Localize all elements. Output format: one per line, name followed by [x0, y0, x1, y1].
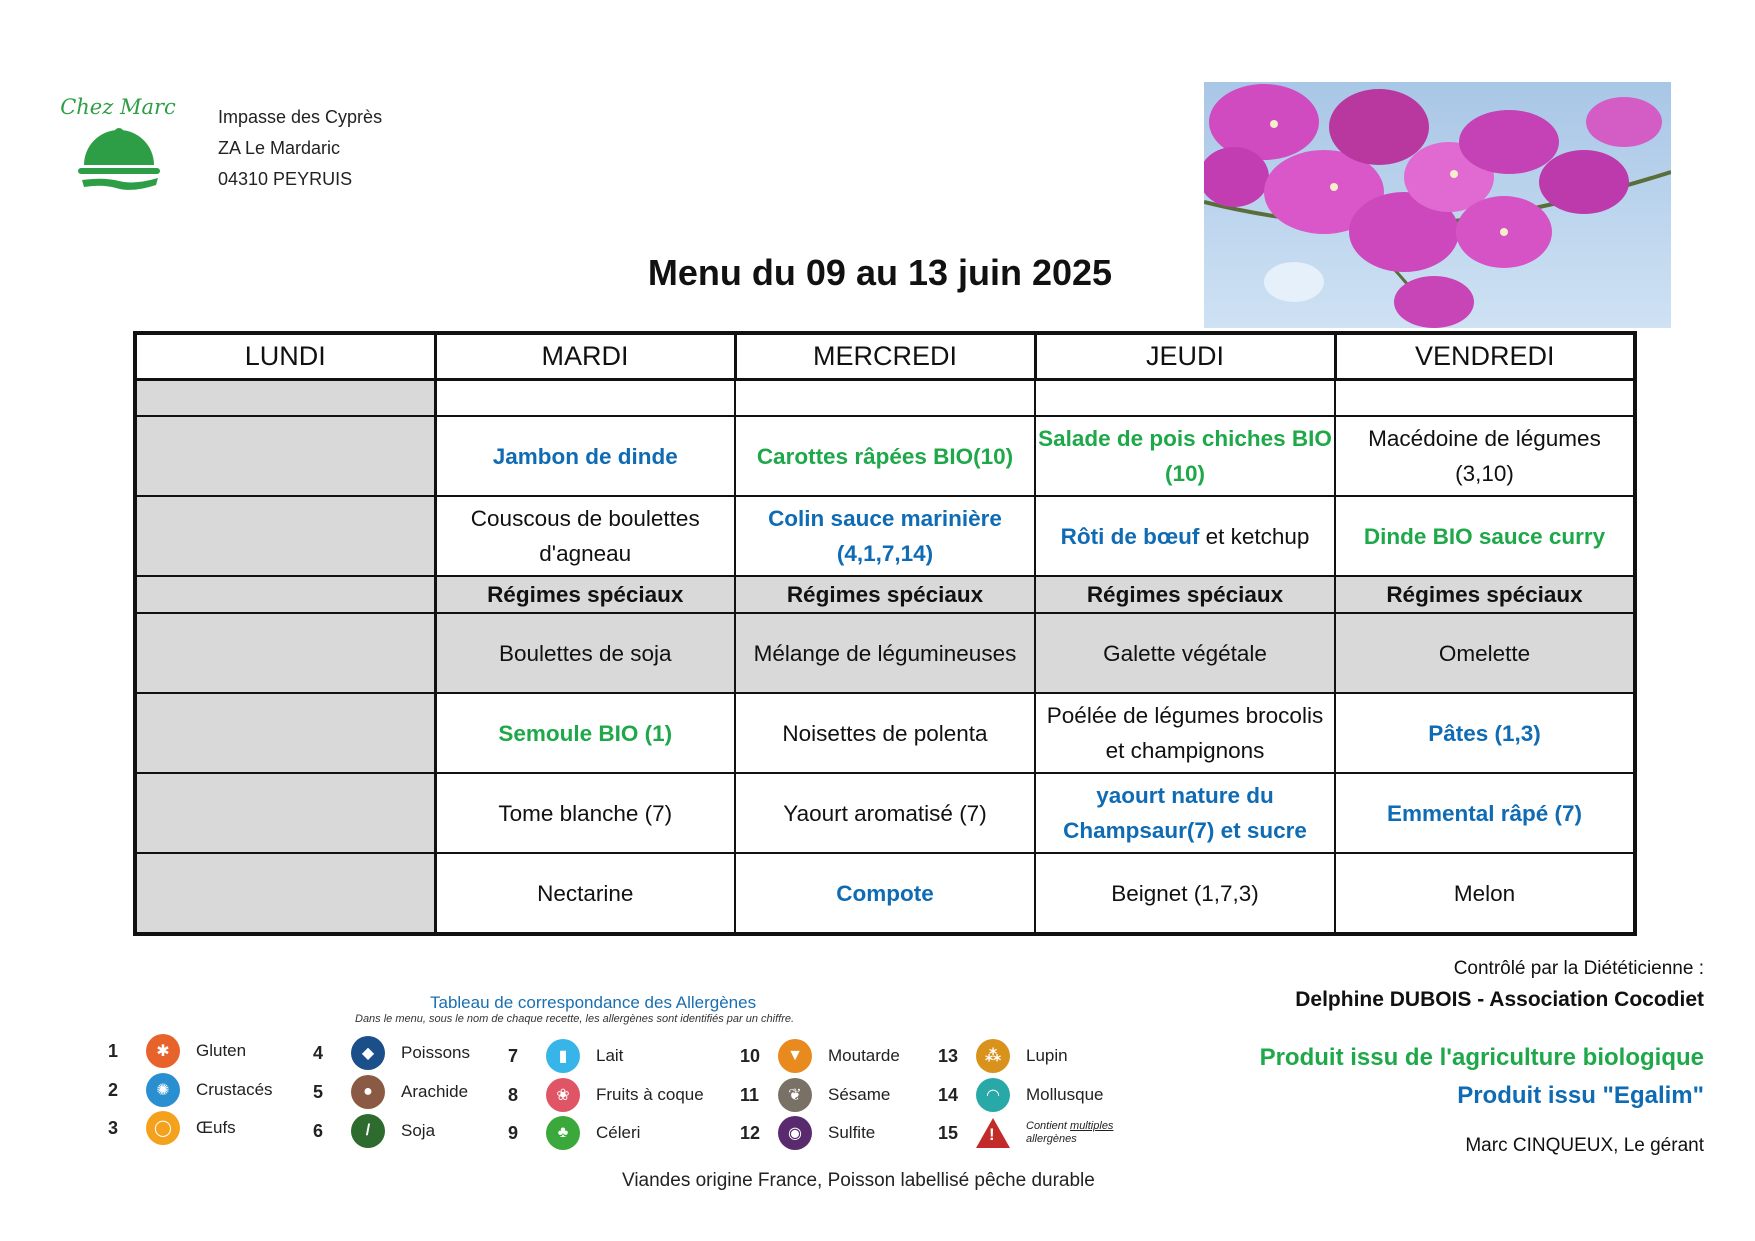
- day-header-mardi: MARDI: [435, 333, 735, 380]
- allergen-label: Sésame: [828, 1085, 891, 1104]
- allergen-number: 12: [740, 1122, 761, 1143]
- table-row-laitage: [135, 773, 1635, 853]
- allergen-number: 2: [108, 1079, 119, 1100]
- allergen-2: [108, 1073, 273, 1107]
- bougainvillea-photo: [1204, 82, 1671, 328]
- cloche-icon: [74, 125, 164, 195]
- crab-icon: ✺: [146, 1073, 180, 1107]
- allergen-14: [938, 1078, 1104, 1112]
- day-header-lundi: LUNDI: [135, 333, 435, 380]
- cell-lundi: [135, 496, 435, 576]
- peanut-icon: ●: [351, 1075, 385, 1109]
- origin-note: Viandes origine France, Poisson labellisé pêche durable: [622, 1170, 1095, 1191]
- allergen-number: 5: [313, 1081, 324, 1102]
- entree-mardi: Jambon de dinde: [435, 416, 735, 496]
- regimes-label-mercredi: Régimes spéciaux: [735, 576, 1035, 613]
- regime-vendredi: Omelette: [1335, 613, 1635, 693]
- allergen-number: 7: [508, 1045, 519, 1066]
- allergen-10: [740, 1039, 900, 1073]
- dessert-jeudi: Beignet (1,7,3): [1035, 853, 1335, 934]
- allergen-label: Soja: [401, 1121, 436, 1140]
- plat-jeudi: [1035, 496, 1335, 576]
- allergen-3: [108, 1111, 236, 1145]
- allergen-9: [508, 1116, 640, 1150]
- laitage-mercredi: Yaourt aromatisé (7): [735, 773, 1035, 853]
- warning-icon: !: [976, 1118, 1010, 1148]
- allergen-label: Crustacés: [196, 1080, 273, 1099]
- lupin-icon: ⁂: [976, 1039, 1010, 1073]
- address-line-2: ZA Le Mardaric: [218, 138, 341, 158]
- milk-icon: ▮: [546, 1039, 580, 1073]
- cell-lundi: [135, 773, 435, 853]
- laitage-mardi: Tome blanche (7): [435, 773, 735, 853]
- table-row-empty: [135, 380, 1635, 417]
- table-row-entree: [135, 416, 1635, 496]
- allergen-number: 11: [740, 1084, 760, 1105]
- laitage-vendredi: Emmental râpé (7): [1335, 773, 1635, 853]
- cell-lundi: [135, 693, 435, 773]
- plat-jeudi-side: et ketchup: [1199, 523, 1310, 549]
- allergen-label: Lait: [596, 1046, 624, 1065]
- allergen-number: 4: [313, 1042, 324, 1063]
- allergen-number: 3: [108, 1117, 119, 1138]
- cell-lundi: [135, 416, 435, 496]
- accompagnement-mardi: Semoule BIO (1): [435, 693, 735, 773]
- day-header-vendredi: VENDREDI: [1335, 333, 1635, 380]
- dessert-mardi: Nectarine: [435, 853, 735, 934]
- allergen-4: [313, 1036, 470, 1070]
- allergen-label: Sulfite: [828, 1123, 876, 1142]
- entree-mercredi: Carottes râpées BIO(10): [735, 416, 1035, 496]
- accompagnement-mercredi: Noisettes de polenta: [735, 693, 1035, 773]
- cell-empty: [735, 380, 1035, 417]
- shell-icon: ◠: [976, 1078, 1010, 1112]
- allergen-number: 6: [313, 1120, 324, 1141]
- allergen-number: 8: [508, 1084, 519, 1105]
- celery-icon: ♣: [546, 1116, 580, 1150]
- table-row-plat: [135, 496, 1635, 576]
- cell-empty: [1335, 380, 1635, 417]
- sesame-icon: ❦: [778, 1078, 812, 1112]
- address: [218, 102, 382, 195]
- allergen-number: 15: [938, 1122, 959, 1143]
- day-header-mercredi: MERCREDI: [735, 333, 1035, 380]
- allergen-number: 13: [938, 1045, 959, 1066]
- gerant-signature: Marc CINQUEUX, Le gérant: [1465, 1135, 1704, 1156]
- cell-lundi: [135, 853, 435, 934]
- dieteticienne-name: Delphine DUBOIS - Association Cocodiet: [1295, 988, 1704, 1011]
- allergen-7: [508, 1039, 623, 1073]
- regime-mercredi: Mélange de légumineuses: [735, 613, 1035, 693]
- regimes-label-jeudi: Régimes spéciaux: [1035, 576, 1335, 613]
- bio-legend: Produit issu de l'agriculture biologique: [1259, 1044, 1704, 1071]
- allergen-number: 9: [508, 1122, 519, 1143]
- logo-text: Chez Marc: [60, 95, 176, 119]
- menu-table: [133, 331, 1637, 936]
- allergen-label: Lupin: [1026, 1046, 1068, 1065]
- day-header-jeudi: JEUDI: [1035, 333, 1335, 380]
- wheat-icon: ✱: [146, 1034, 180, 1068]
- plat-mercredi: Colin sauce marinière (4,1,7,14): [735, 496, 1035, 576]
- cell-lundi: [135, 576, 435, 613]
- allergen-label: Céleri: [596, 1123, 641, 1142]
- fish-icon: ◆: [351, 1036, 385, 1070]
- allergen-number: 10: [740, 1045, 761, 1066]
- egalim-legend: Produit issu "Egalim": [1457, 1082, 1704, 1109]
- egg-icon: ◯: [146, 1111, 180, 1145]
- address-line-3: 04310 PEYRUIS: [218, 169, 353, 189]
- allergen-label: Contient multiples allergènes: [1026, 1120, 1114, 1145]
- allergen-label: Poissons: [401, 1043, 470, 1062]
- regime-jeudi: Galette végétale: [1035, 613, 1335, 693]
- nut-icon: ❀: [546, 1078, 580, 1112]
- table-row-regimes-label: [135, 576, 1635, 613]
- laitage-jeudi: yaourt nature du Champsaur(7) et sucre: [1035, 773, 1335, 853]
- allergen-table-title: Tableau de correspondance des Allergènes: [430, 993, 757, 1012]
- controle-label: Contrôlé par la Diététicienne :: [1453, 958, 1704, 979]
- allergen-6: [313, 1114, 435, 1148]
- allergen-11: [740, 1078, 890, 1112]
- allergen-label: Gluten: [196, 1041, 247, 1060]
- logo: [58, 95, 178, 205]
- soy-icon: /: [351, 1114, 385, 1148]
- allergen-15: [938, 1116, 1113, 1150]
- allergen-1: [108, 1034, 246, 1068]
- accompagnement-jeudi: Poélée de légumes brocolis et champignons: [1035, 693, 1335, 773]
- regimes-label-vendredi: Régimes spéciaux: [1335, 576, 1635, 613]
- cell-lundi: [135, 380, 435, 417]
- allergen-table-subtitle: Dans le menu, sous le nom de chaque recette, les allergènes sont identifiés par un chiffre.: [355, 1013, 795, 1025]
- menu-title: Menu du 09 au 13 juin 2025: [647, 252, 1113, 293]
- cell-empty: [435, 380, 735, 417]
- plat-mardi: Couscous de boulettes d'agneau: [435, 496, 735, 576]
- regime-mardi: Boulettes de soja: [435, 613, 735, 693]
- table-row-dessert: [135, 853, 1635, 934]
- allergen-label: Moutarde: [828, 1046, 900, 1065]
- table-row-accompagnement: [135, 693, 1635, 773]
- address-line-1: Impasse des Cyprès: [218, 107, 383, 127]
- allergen-label: Œufs: [196, 1118, 236, 1137]
- allergen-8: [508, 1078, 704, 1112]
- allergen-13: [938, 1039, 1068, 1073]
- cell-empty: [1035, 380, 1335, 417]
- sulfite-icon: ◉: [778, 1116, 812, 1150]
- plat-jeudi-main: Rôti de bœuf: [1060, 523, 1200, 549]
- allergen-label: Fruits à coque: [596, 1085, 704, 1104]
- dessert-vendredi: Melon: [1335, 853, 1635, 934]
- allergen-number: 14: [938, 1084, 959, 1105]
- allergen-5: [313, 1075, 468, 1109]
- allergen-label: Mollusque: [1026, 1085, 1104, 1104]
- regimes-label-mardi: Régimes spéciaux: [435, 576, 735, 613]
- allergen-number: 1: [108, 1040, 119, 1061]
- allergen-12: [740, 1116, 875, 1150]
- table-header-row: [135, 333, 1635, 380]
- accompagnement-vendredi: Pâtes (1,3): [1335, 693, 1635, 773]
- dessert-mercredi: Compote: [735, 853, 1035, 934]
- plat-vendredi: Dinde BIO sauce curry: [1335, 496, 1635, 576]
- table-row-regimes: [135, 613, 1635, 693]
- entree-jeudi: Salade de pois chiches BIO (10): [1035, 416, 1335, 496]
- cell-lundi: [135, 613, 435, 693]
- allergen-label: Arachide: [401, 1082, 469, 1101]
- mustard-icon: ▼: [778, 1039, 812, 1073]
- entree-vendredi: Macédoine de légumes (3,10): [1335, 416, 1635, 496]
